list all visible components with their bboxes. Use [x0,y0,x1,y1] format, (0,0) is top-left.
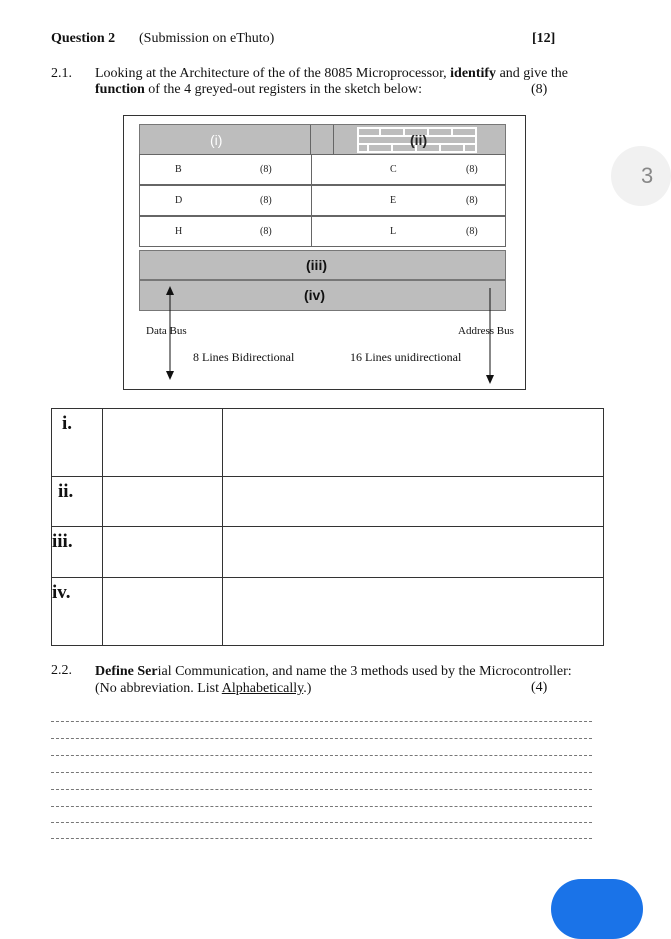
answer-function-cell[interactable] [223,527,604,578]
answer-row-iii [52,527,604,578]
q21-marks: (8) [531,82,548,97]
register-e-bits: (8) [466,195,478,206]
address-bus-label: Address Bus [458,325,514,337]
answer-function-cell[interactable] [223,578,604,646]
register-e: E [390,195,397,206]
register-d-bits: (8) [260,195,272,206]
q22-text: Define Serial Communication, and name the 3 methods used by the Microcontroller: (No abbreviation. List Alphabetically.) [95,664,572,696]
q22-number: 2.2. [51,663,72,678]
address-lines-label: 16 Lines unidirectional [350,350,462,364]
q21-number: 2.1. [51,66,72,81]
bus-arrows [124,116,525,389]
register-h-bits: (8) [260,226,272,237]
answer-line[interactable] [51,772,592,773]
register-h: H [175,226,183,237]
answer-function-cell[interactable] [223,409,604,477]
question-title: Question 2 [51,31,116,46]
answer-row-label: ii. [58,481,74,502]
answer-line[interactable] [51,806,592,807]
answer-row-ii [52,477,604,527]
data-bus-label: Data Bus [146,325,187,337]
register-c: C [390,164,397,175]
register-iv-label: (iv) [304,287,325,303]
register-ii-label: (ii) [410,132,428,148]
floating-action-button[interactable] [551,879,643,939]
answer-row-label: iii. [52,531,73,552]
total-marks: [12] [532,31,556,46]
answer-line[interactable] [51,822,592,823]
answer-line[interactable] [51,738,592,739]
register-b: B [175,164,182,175]
register-b-bits: (8) [260,164,272,175]
answer-row-label: iv. [52,582,71,603]
answer-row-i [52,409,604,477]
answer-register-cell[interactable] [103,409,223,477]
register-iii-label: (iii) [306,257,327,273]
answer-line[interactable] [51,789,592,790]
answer-function-cell[interactable] [223,477,604,527]
register-diagram [123,115,526,390]
register-c-bits: (8) [466,164,478,175]
q22-marks: (4) [531,680,548,695]
submission-note: (Submission on eThuto) [139,31,275,46]
answer-register-cell[interactable] [103,578,223,646]
data-lines-label: 8 Lines Bidirectional [193,350,295,364]
answer-register-cell[interactable] [103,477,223,527]
register-l: L [390,226,397,237]
answer-table [51,408,604,646]
answer-line[interactable] [51,755,592,756]
answer-line[interactable] [51,721,592,722]
answer-row-label: i. [62,413,73,434]
answer-row-iv [52,578,604,646]
answer-register-cell[interactable] [103,527,223,578]
answer-line[interactable] [51,838,592,839]
register-d: D [175,195,183,206]
register-l-bits: (8) [466,226,478,237]
side-nav-button[interactable]: 3 [611,146,671,206]
register-i-label: (i) [210,132,223,148]
q21-text: Looking at the Architecture of the of the 8085 Microprocessor, identify and give the function of the 4 greyed-out registers in the sketch below: [95,66,568,97]
